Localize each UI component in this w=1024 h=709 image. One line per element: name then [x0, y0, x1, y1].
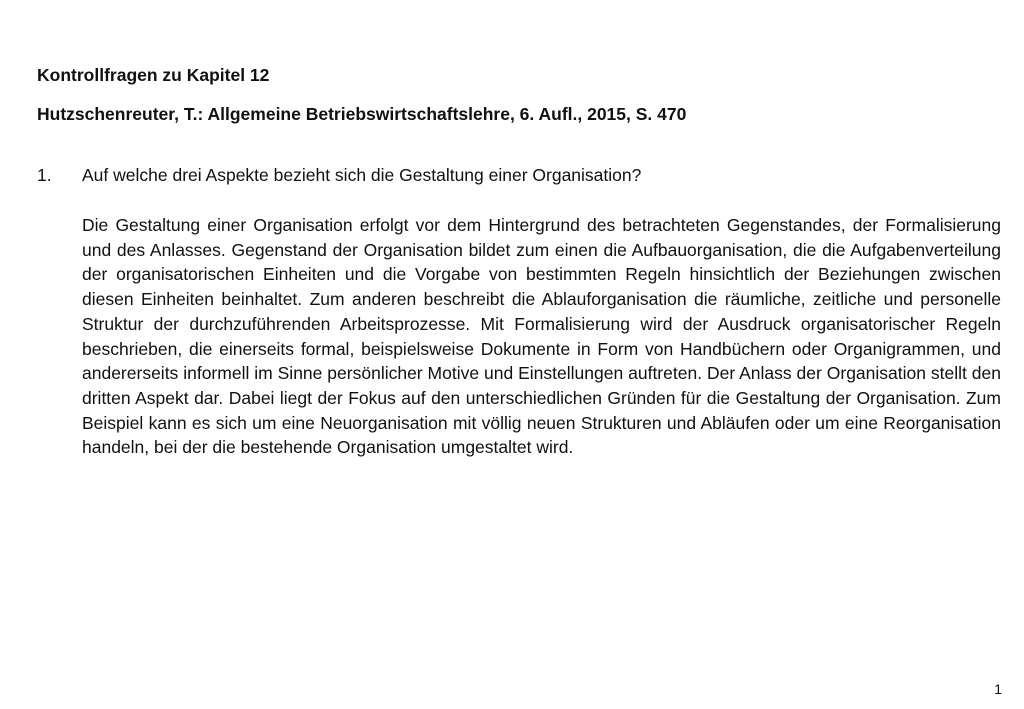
question-text: Auf welche drei Aspekte bezieht sich die Gestaltung einer Organisation?: [82, 165, 642, 185]
question-number: 1.: [37, 165, 52, 185]
page-title: Kontrollfragen zu Kapitel 12: [37, 65, 270, 85]
question-item: [37, 164, 1001, 460]
reference-citation: Hutzschenreuter, T.: Allgemeine Betriebswirtschaftslehre, 6. Aufl., 2015, S. 470: [37, 104, 687, 124]
question-row: [37, 164, 1001, 186]
page-number: 1: [994, 681, 1002, 697]
answer-text: Die Gestaltung einer Organisation erfolgt vor dem Hintergrund des betrachteten Gegenstandes, der Formalisierung und des Anlasses. Gegenstand der Organisation bildet zum einen die Aufbauorganisation, die die Aufgabenverteilung der organisatorischen Einheiten und die Vorgabe von bestimmten Regeln hinsichtlich der Beziehungen zwischen diesen Einheiten beinhaltet. Zum anderen beschreibt die Ablauforganisation die räumliche, zeitliche und personelle Struktur der durchzuführenden Arbeitsprozesse. Mit Formalisierung wird der Ausdruck organisatorischer Regeln beschrieben, die einerseits formal, beispielsweise Dokumente in Form von Handbüchern oder Organigrammen, und andererseits informell im Sinne persönlicher Motive und Einstellungen auftreten. Der Anlass der Organisation stellt den dritten Aspekt dar. Dabei liegt der Fokus auf den unterschiedlichen Gründen für die Gestaltung der Organisation. Zum Beispiel kann es sich um eine Neuorganisation mit völlig neuen Strukturen und Abläufen oder um eine Reorganisation handeln, bei der die bestehende Organisation umgestaltet wird.: [82, 215, 1001, 458]
